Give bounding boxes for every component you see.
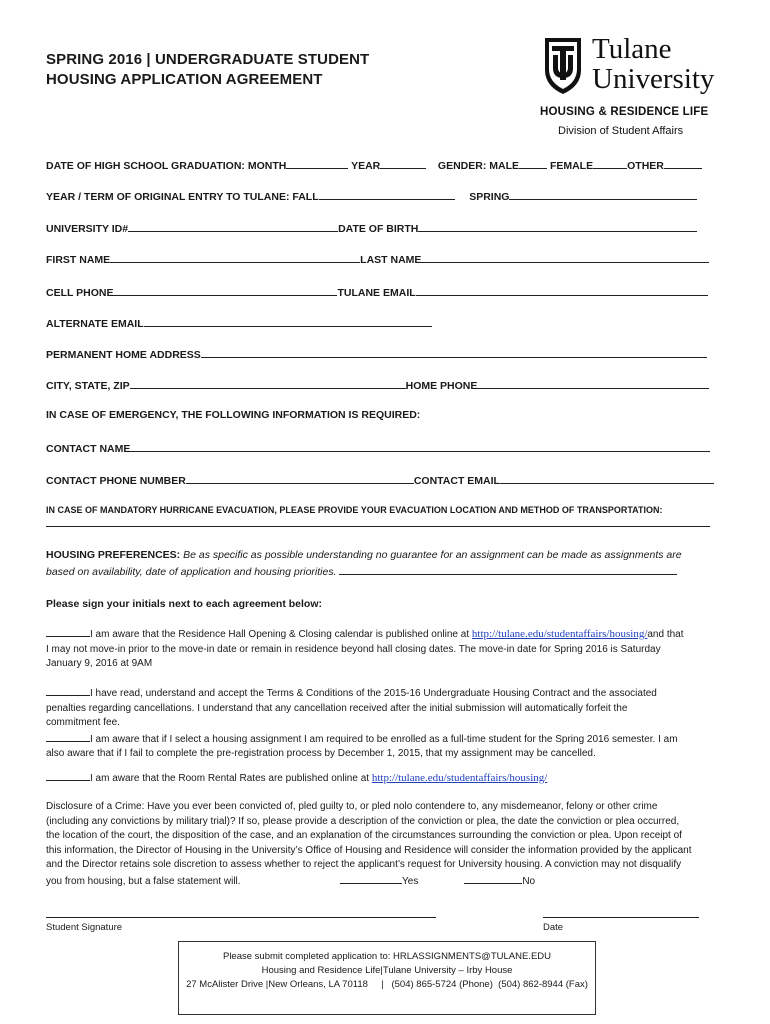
address-field[interactable] — [201, 346, 707, 358]
entry-spring-field[interactable] — [509, 188, 697, 200]
initials-field-1[interactable] — [46, 626, 90, 637]
disclosure-of-crime — [46, 800, 726, 889]
contact-name-label: CONTACT NAME — [46, 443, 131, 455]
disclosure-yes-field[interactable] — [340, 873, 402, 884]
tulane-shield-icon — [542, 36, 584, 96]
gender-male-label: GENDER: MALE — [437, 160, 520, 172]
preferences-text-2: based on availability, date of application and housing priorities. — [46, 565, 337, 578]
footer-line-2: Housing and Residence Life|Tulane University – Irby House — [261, 965, 513, 976]
city-field[interactable] — [130, 377, 406, 389]
contact-phone-row — [46, 472, 714, 488]
entry-fall-label: YEAR / TERM OF ORIGINAL ENTRY TO TULANE: FALL — [46, 191, 319, 203]
initials-heading: Please sign your initials next to each agreement below: — [46, 598, 322, 610]
initials-field-2[interactable] — [46, 685, 90, 696]
preferences-field[interactable] — [339, 563, 677, 575]
grad-month-field[interactable] — [286, 157, 348, 169]
tulane-email-label: TULANE EMAIL — [337, 287, 416, 299]
entry-spring-label: SPRING — [469, 191, 510, 203]
agreement-calendar — [46, 626, 726, 672]
agreement-2-line1: I have read, understand and accept the Terms & Conditions of the 2015-16 Undergraduate Housing Contract and the associated — [90, 688, 657, 699]
contact-phone-field[interactable] — [186, 472, 414, 484]
gender-other-label: OTHER — [627, 160, 664, 172]
logo-department: HOUSING & RESIDENCE LIFE — [540, 106, 709, 118]
agreement-3-line2: also aware that if I fail to complete the pre-registration process by December 1, 2015, that my assignment may be cancelled. — [46, 748, 596, 759]
alt-email-field[interactable] — [144, 315, 432, 327]
emergency-heading: IN CASE OF EMERGENCY, THE FOLLOWING INFORMATION IS REQUIRED: — [46, 409, 421, 421]
preferences-label: HOUSING PREFERENCES: — [46, 549, 181, 561]
last-name-field[interactable] — [421, 251, 709, 263]
tulane-email-field[interactable] — [416, 284, 708, 296]
disclosure-no-field[interactable] — [464, 873, 522, 884]
submission-footer — [178, 941, 596, 1015]
date-signature-line[interactable] — [543, 917, 699, 918]
cell-phone-label: CELL PHONE — [46, 287, 114, 299]
agreement-rates — [46, 770, 726, 787]
agreement-4-text: I am aware that the Room Rental Rates are published online at — [90, 773, 370, 784]
alt-email-label: ALTERNATE EMAIL — [46, 318, 144, 330]
contact-name-row — [46, 440, 710, 456]
tulane-logo — [540, 34, 740, 144]
disclosure-line-2: (including any convictions by military trial)? If so, please provide a description of the conviction or plea, the date the conviction or plea occurred, — [46, 815, 680, 827]
agreement-1-post: and that — [647, 629, 684, 640]
contact-email-label: CONTACT EMAIL — [413, 475, 500, 487]
entry-fall-field[interactable] — [319, 188, 455, 200]
first-name-field[interactable] — [110, 251, 360, 263]
hurricane-field[interactable] — [46, 526, 710, 527]
gender-female-field[interactable] — [593, 157, 627, 169]
phone-email-row — [46, 284, 708, 300]
footer-line-1: Please submit completed application to: HRLASSIGNMENTS@TULANE.EDU — [222, 951, 551, 962]
city-label: CITY, STATE, ZIP — [46, 380, 130, 392]
disclosure-line-3: the location of the court, the disposition of the case, and an explanation of the circumstances surrounding the conviction or plea. Upon receipt of — [46, 830, 682, 841]
logo-division: Division of Student Affairs — [558, 125, 684, 137]
title-line-1: SPRING 2016 | UNDERGRADUATE STUDENT — [46, 51, 370, 68]
agreement-1-line3: January 9, 2016 at 9AM — [46, 658, 153, 669]
logo-name-line1: Tulane — [592, 33, 672, 65]
agreement-2-line3: commitment fee. — [46, 717, 120, 728]
student-signature-line[interactable] — [46, 917, 436, 918]
disclosure-line-1: Disclosure of a Crime: Have you ever been convicted of, pled guilty to, or pled nolo contendere to, any misdemeanor, felony or other crime — [46, 801, 658, 812]
initials-field-4[interactable] — [46, 770, 90, 781]
gender-female-label: FEMALE — [549, 160, 594, 172]
hurricane-label: IN CASE OF MANDATORY HURRICANE EVACUATION, PLEASE PROVIDE YOUR EVACUATION LOCATION AND METHOD OF TRANSPORTATION: — [46, 505, 663, 515]
contact-name-field[interactable] — [130, 440, 710, 452]
cell-phone-field[interactable] — [113, 284, 337, 296]
address-label: PERMANENT HOME ADDRESS — [46, 349, 201, 361]
university-id-field[interactable] — [128, 220, 338, 232]
first-name-label: FIRST NAME — [46, 254, 111, 266]
footer-line-3: 27 McAlister Drive |New Orleans, LA 70118 | (504) 865-5724 (Phone) (504) 862-8944 (Fax) — [186, 979, 588, 990]
grad-year-label: YEAR — [351, 160, 381, 172]
housing-link-2[interactable]: http://tulane.edu/studentaffairs/housing/ — [371, 772, 548, 784]
contact-email-field[interactable] — [500, 472, 714, 484]
disclosure-line-4: this information, the Director of Housing in the University’s Office of Housing and Residence will consider the information provided by the applicant — [46, 844, 692, 856]
agreement-2-line2: penalties regarding cancellations. I understand that any cancellation received after the initial submission will automatically forfeit the — [46, 702, 628, 714]
last-name-label: LAST NAME — [360, 254, 422, 266]
home-phone-label: HOME PHONE — [405, 380, 478, 392]
agreement-1-line2: I may not move-in prior to the move-in date or remain in residence beyond hall closing dates. The move-in date for Spring 2016 is Saturday — [46, 643, 661, 655]
disclosure-no-label: No — [522, 875, 536, 887]
home-phone-field[interactable] — [477, 377, 709, 389]
university-id-label: UNIVERSITY ID# — [46, 223, 129, 235]
gender-male-field[interactable] — [519, 157, 547, 169]
title-line-2: HOUSING APPLICATION AGREEMENT — [46, 71, 323, 88]
name-row — [46, 251, 709, 267]
disclosure-line-6: you from housing, but a false statement will. — [46, 875, 241, 887]
initials-field-3[interactable] — [46, 731, 90, 742]
preferences-text-1: Be as specific as possible understanding no guarantee for an assignment can be made as assignments are — [183, 549, 682, 561]
id-row — [46, 220, 697, 236]
dob-label: DATE OF BIRTH — [338, 223, 419, 235]
housing-preferences — [46, 548, 726, 579]
housing-link-1[interactable]: http://tulane.edu/studentaffairs/housing/ — [471, 628, 648, 640]
grad-year-field[interactable] — [380, 157, 426, 169]
graduation-row — [46, 157, 702, 173]
agreement-1-text: I am aware that the Residence Hall Opening & Closing calendar is published online at — [90, 629, 470, 640]
gender-other-field[interactable] — [664, 157, 702, 169]
grad-month-label: DATE OF HIGH SCHOOL GRADUATION: MONTH — [46, 160, 287, 172]
contact-phone-label: CONTACT PHONE NUMBER — [46, 475, 186, 487]
city-row — [46, 377, 709, 393]
agreement-terms — [46, 685, 726, 762]
student-signature-label: Student Signature — [46, 922, 123, 933]
entry-row — [46, 188, 697, 204]
date-label: Date — [543, 922, 564, 933]
dob-field[interactable] — [418, 220, 697, 232]
page-title — [46, 50, 369, 90]
address-row — [46, 346, 707, 362]
disclosure-line-5: and the Director retains sole discretion to assess whether to reject the applicant’s request for University housing. A conviction may not disqualify — [46, 859, 682, 870]
agreement-3-line1: I am aware that if I select a housing assignment I am required to be enrolled as a full-time student for the Spring 2016 semester. I am — [90, 733, 678, 745]
alt-email-row — [46, 315, 432, 331]
logo-name-line2: University — [592, 63, 715, 95]
disclosure-yes-label: Yes — [402, 875, 419, 887]
